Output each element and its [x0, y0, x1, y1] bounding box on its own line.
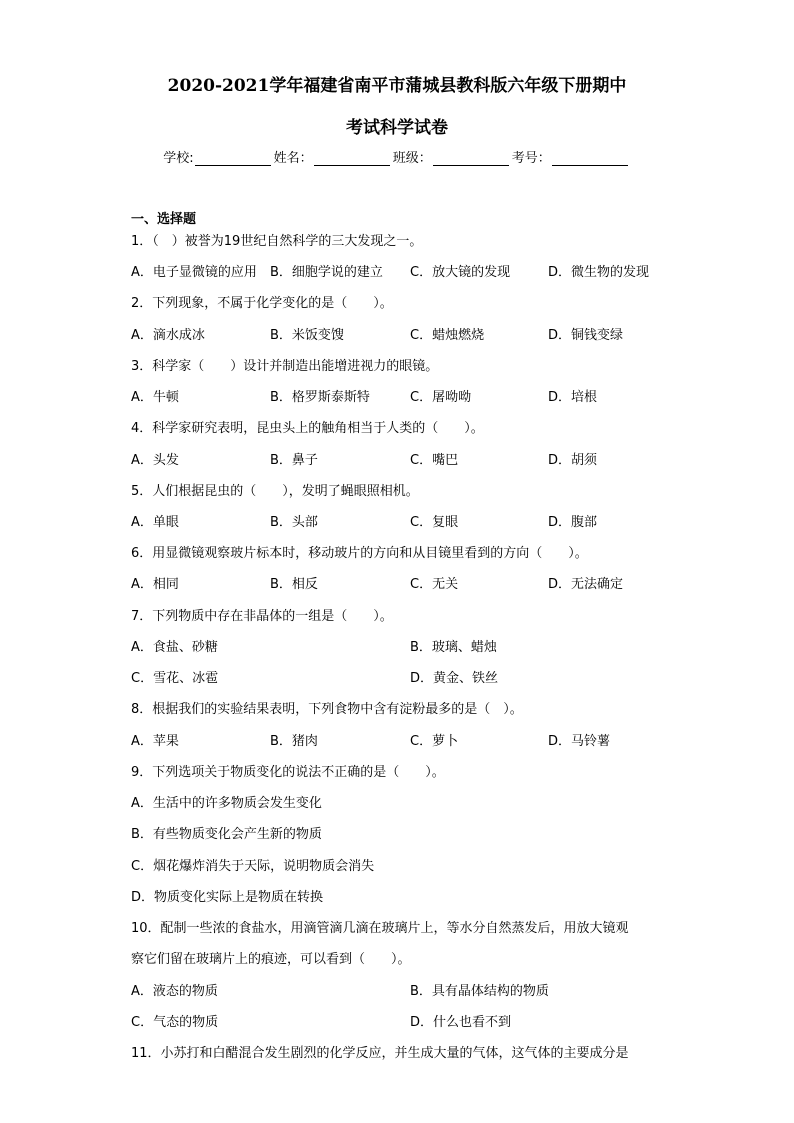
option-d: D．马铃薯 — [548, 734, 611, 749]
exam-title-line1: 2020-2021学年福建省南平市蒲城县教科版六年级下册期中 — [167, 76, 627, 96]
question-stem: 9．下列选项关于物质变化的说法不正确的是（ ）。 — [131, 765, 445, 780]
class-label: 班级： — [392, 151, 432, 166]
question-stem-continued: 察它们留在玻璃片上的痕迹，可以看到（ ）。 — [131, 952, 411, 967]
option-c: C．屠呦呦 — [410, 390, 472, 405]
option-b: B．猪肉 — [270, 734, 318, 749]
option-a: A．头发 — [131, 453, 179, 468]
name-label: 姓名： — [273, 151, 313, 166]
option-a: A．液态的物质 — [131, 984, 218, 999]
question-stem: 3．科学家（ ）设计并制造出能增进视力的眼镜。 — [131, 359, 439, 374]
option-b: B．米饭变馊 — [270, 328, 344, 343]
option-c: C．无关 — [410, 577, 459, 592]
option-d: D．胡须 — [548, 453, 598, 468]
question-stem: 8．根据我们的实验结果表明，下列食物中含有淀粉最多的是（ ）。 — [131, 702, 523, 717]
option-a: A．苹果 — [131, 734, 179, 749]
option-b: B．格罗斯泰斯特 — [270, 390, 370, 405]
option-c: C．放大镜的发现 — [410, 265, 511, 280]
option-b: B．有些物质变化会产生新的物质 — [131, 827, 322, 842]
option-d: D．微生物的发现 — [548, 265, 650, 280]
class-blank — [433, 152, 509, 166]
question-stem: 11．小苏打和白醋混合发生剧烈的化学反应，并生成大量的气体，这气体的主要成分是 — [131, 1046, 629, 1061]
option-c: C．气态的物质 — [131, 1015, 219, 1030]
option-b: B．鼻子 — [270, 453, 318, 468]
question-stem: 10．配制一些浓的食盐水，用滴管滴几滴在玻璃片上，等水分自然蒸发后，用放大镜观 — [131, 921, 629, 936]
question-stem: 5．人们根据昆虫的（ ），发明了蝇眼照相机。 — [131, 484, 419, 499]
option-a: A．滴水成冰 — [131, 328, 205, 343]
option-d: D．铜钱变绿 — [548, 328, 624, 343]
question-stem: 2．下列现象，不属于化学变化的是（ ）。 — [131, 296, 393, 311]
option-c: C．雪花、冰雹 — [131, 671, 219, 686]
school-field — [163, 147, 270, 166]
class-field — [393, 147, 509, 166]
option-a: A．牛顿 — [131, 390, 179, 405]
option-d: D．培根 — [548, 390, 598, 405]
school-blank — [195, 152, 271, 166]
option-d: D．黄金、铁丝 — [410, 671, 499, 686]
option-d: D．腹部 — [548, 515, 598, 530]
name-field — [274, 147, 390, 166]
exam-title-line2: 考试科学试卷 — [346, 118, 448, 138]
option-a: A．电子显微镜的应用 — [131, 265, 257, 280]
option-a: A．相同 — [131, 577, 179, 592]
exam-number-label: 考号： — [511, 151, 551, 166]
option-a: A．生活中的许多物质会发生变化 — [131, 796, 322, 811]
option-d: D．物质变化实际上是物质在转换 — [131, 890, 324, 905]
name-blank — [314, 152, 390, 166]
student-info-row — [0, 147, 794, 166]
question-stem: 6．用显微镜观察玻片标本时，移动玻片的方向和从目镜里看到的方向（ ）。 — [131, 546, 588, 561]
option-b: B．玻璃、蜡烛 — [410, 640, 497, 655]
option-b: B．相反 — [270, 577, 318, 592]
option-c: C．嘴巴 — [410, 453, 459, 468]
question-stem: 7．下列物质中存在非晶体的一组是（ ）。 — [131, 609, 393, 624]
option-d: D．什么也看不到 — [410, 1015, 512, 1030]
option-a: A．食盐、砂糖 — [131, 640, 218, 655]
school-label: 学校: — [163, 151, 194, 166]
option-b: B．头部 — [270, 515, 318, 530]
question-stem: 1．（ ）被誉为19世纪自然科学的三大发现之一。 — [131, 234, 423, 249]
section-title: 一、选择题 — [131, 212, 197, 227]
option-c: C．蜡烛燃烧 — [410, 328, 485, 343]
question-stem: 4．科学家研究表明，昆虫头上的触角相当于人类的（ ）。 — [131, 421, 484, 436]
option-a: A．单眼 — [131, 515, 179, 530]
option-d: D．无法确定 — [548, 577, 624, 592]
option-c: C．复眼 — [410, 515, 459, 530]
option-b: B．细胞学说的建立 — [270, 265, 383, 280]
exam-number-blank — [552, 152, 628, 166]
option-c: C．烟花爆炸消失于天际，说明物质会消失 — [131, 859, 375, 874]
exam-number-field — [512, 147, 628, 166]
option-c: C．萝卜 — [410, 734, 459, 749]
option-b: B．具有晶体结构的物质 — [410, 984, 549, 999]
